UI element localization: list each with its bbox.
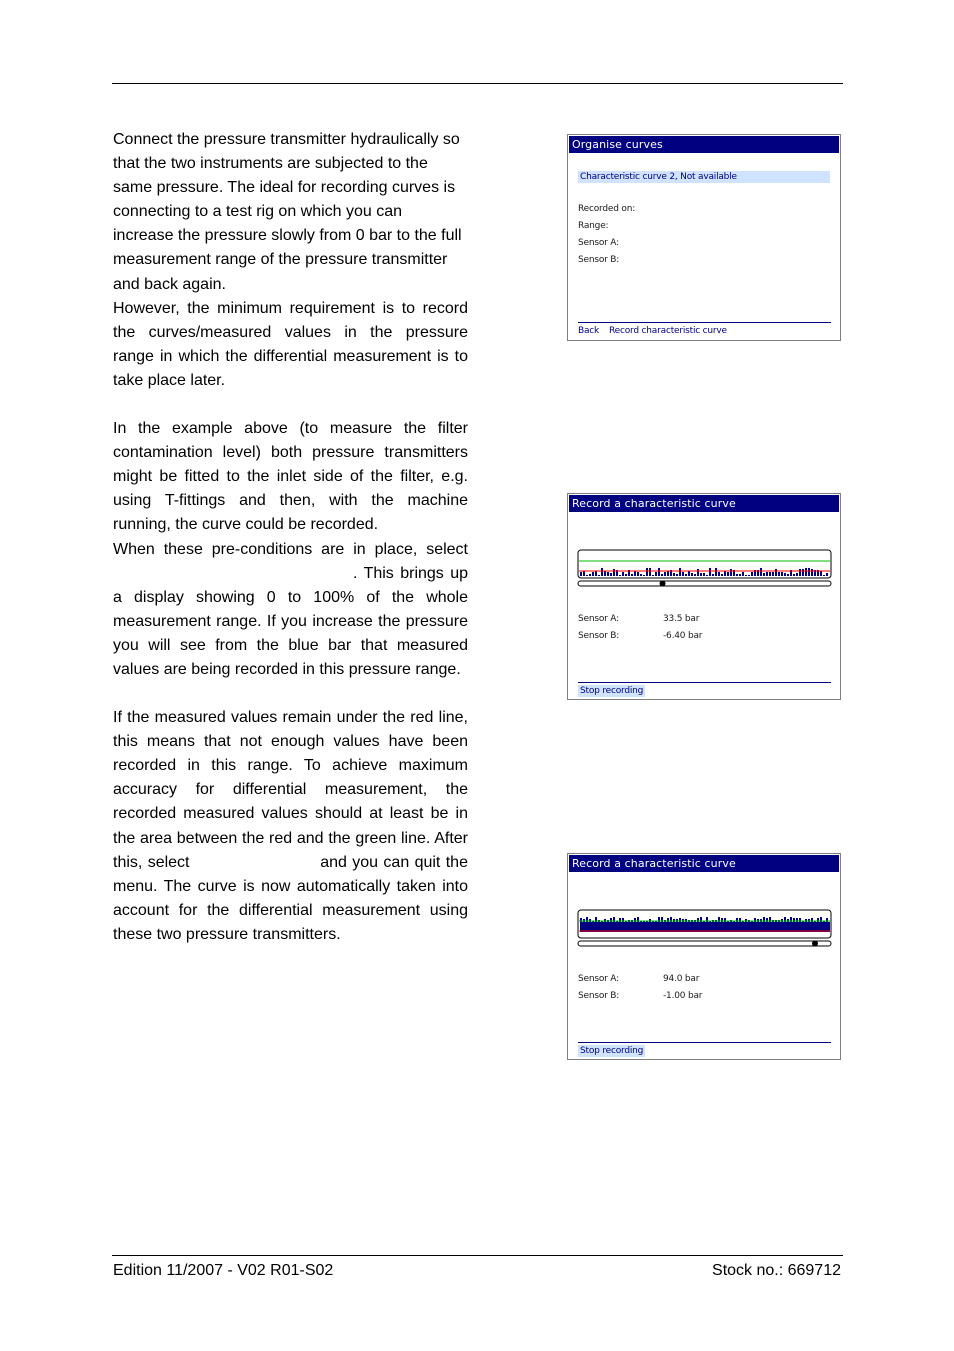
recording-gauge — [577, 909, 833, 949]
recorded-value-bar — [610, 573, 612, 576]
recorded-values — [580, 917, 830, 932]
recorded-value-bar — [601, 568, 603, 576]
recorded-value-bar — [769, 572, 771, 576]
screen-title-bar: Organise curves — [569, 136, 839, 153]
paragraph-5 — [113, 706, 468, 947]
recorded-value-bar — [640, 574, 642, 576]
recorded-value-bar — [589, 574, 591, 576]
recorded-value-bar — [661, 574, 663, 576]
recorded-value-bar — [763, 573, 765, 576]
recorded-values — [580, 568, 828, 576]
recorded-value-bar — [748, 575, 750, 576]
recorded-value-bar — [709, 568, 711, 576]
recorded-on-label: Recorded on: — [578, 204, 636, 214]
sensor-b-value: -6.40 bar — [663, 631, 703, 641]
recorded-value-bar — [637, 572, 639, 576]
paragraph-4-end: . This brings up a display showing 0 to 100% of the whole measurement range. If you increase the pressure you will see from the blue bar that measured values are being recorded in this pressure range. — [113, 564, 468, 678]
recorded-value-bar — [706, 575, 708, 576]
recorded-value-bar — [700, 573, 702, 576]
recorded-value-bar — [760, 568, 762, 576]
stop-recording-button[interactable]: Stop recording — [580, 686, 644, 696]
recorded-value-bar — [805, 568, 807, 576]
recorded-value-bar — [718, 572, 720, 576]
recorded-value-bar — [586, 575, 588, 576]
recorded-value-bar — [691, 573, 693, 576]
range-label: Range: — [578, 221, 609, 231]
recorded-value-bar — [685, 574, 687, 576]
recorded-value-bar — [787, 574, 789, 576]
record-curve-screen-1 — [567, 493, 841, 700]
paragraph-4-start: When these pre-conditions are in place, select — [113, 540, 468, 558]
recorded-value-bar — [604, 571, 606, 576]
recorded-value-bar — [799, 569, 801, 576]
selected-curve-item[interactable]: Characteristic curve 2, Not available — [578, 171, 830, 183]
recorded-value-bar — [784, 573, 786, 576]
paragraph-1: Connect the pressure transmitter hydraulically so that the two instruments are subjected to the same pressure. The ideal for recording curves is connecting to a test rig on which you can increase the pressure slowly from 0 bar to the full measurement range of the pressure transmitter and back again. — [113, 131, 462, 293]
recorded-value-bar — [745, 575, 747, 576]
position-marker — [812, 941, 818, 947]
recorded-value-bar — [667, 571, 669, 576]
sensor-b-label: Sensor B: — [578, 255, 620, 265]
sensor-a-label: Sensor A: — [578, 614, 619, 624]
sensor-b-value: -1.00 bar — [663, 991, 703, 1001]
recorded-value-bar — [793, 574, 795, 576]
recorded-value-bar — [646, 568, 648, 576]
footer-rule — [112, 1255, 843, 1256]
recorded-value-bar — [694, 574, 696, 576]
recorded-value-bar — [778, 572, 780, 576]
recorded-value-bar — [721, 574, 723, 576]
paragraph-2: However, the minimum requirement is to record the curves/measured values in the pressure range in which the differential measurement is to take place later. — [113, 299, 468, 389]
recorded-value-bar — [811, 569, 813, 576]
recorded-value-bar — [658, 568, 660, 576]
recorded-value-bar — [598, 575, 600, 576]
recorded-value-bar — [751, 572, 753, 576]
recorded-value-bar — [583, 571, 585, 576]
body-column — [113, 128, 468, 947]
recorded-value-bar — [826, 573, 828, 576]
menu-separator — [578, 682, 831, 683]
recorded-value-bar — [595, 571, 597, 576]
position-track — [578, 941, 831, 946]
recorded-value-bar — [676, 574, 678, 576]
position-marker — [660, 581, 666, 587]
recorded-value-bar — [652, 575, 654, 576]
recorded-value-bar — [772, 572, 774, 576]
recorded-value-bar — [775, 569, 777, 576]
recorded-value-bar — [592, 572, 594, 576]
menu-separator — [578, 322, 831, 323]
recorded-value-bar — [634, 571, 636, 576]
sensor-b-label: Sensor B: — [578, 991, 620, 1001]
recorded-value-bar — [823, 575, 825, 576]
recorded-value-bar — [808, 568, 810, 576]
recorded-value-bar — [622, 572, 624, 576]
recording-gauge — [577, 549, 833, 589]
spacer — [113, 393, 468, 417]
recorded-value-bar — [679, 568, 681, 576]
recorded-value-bar — [688, 571, 690, 576]
recorded-value-bar — [712, 574, 714, 576]
paragraph-3: In the example above (to measure the filter contamination level) both pressure transmitters might be fitted to the inlet side of the filter, e.g. using T-fittings and then, with the machine running, the curve could be recorded. — [113, 420, 468, 534]
sensor-a-label: Sensor A: — [578, 238, 619, 248]
recorded-value-bar — [727, 572, 729, 576]
paragraph-5-start: If the measured values remain under the red line, this means that not enough values have been recorded in this range. To achieve maximum accuracy for differential measurement, the recorded measured values should at least be in the area between the red and the green line. After this, select — [113, 709, 468, 871]
spacer — [113, 682, 468, 706]
sensor-a-label: Sensor A: — [578, 974, 619, 984]
record-curve-screen-2 — [567, 853, 841, 1060]
recorded-value-bar — [820, 571, 822, 576]
back-menu-item[interactable]: Back — [578, 326, 600, 336]
recorded-value-bar — [613, 569, 615, 576]
header-rule — [112, 83, 843, 84]
recorded-value-bar — [739, 574, 741, 576]
recorded-value-bar — [580, 572, 582, 576]
paragraph-5-end: and you can quit the menu. The curve is now automatically taken into account for the differential measurement using these two pressure transmitters. — [113, 853, 468, 943]
recorded-value-bar — [631, 574, 633, 576]
recorded-value-bar — [781, 572, 783, 576]
recorded-value-bar — [715, 568, 717, 576]
recorded-value-bar — [742, 572, 744, 576]
recorded-value-bar — [655, 572, 657, 576]
stock-number: Stock no.: 669712 — [712, 1262, 841, 1279]
recorded-value-bar — [766, 572, 768, 576]
recorded-value-bar — [802, 569, 804, 576]
position-track — [578, 581, 831, 586]
recorded-value-bar — [607, 572, 609, 576]
recorded-value-bar — [619, 575, 621, 576]
recorded-value-bar — [736, 574, 738, 576]
sensor-a-value: 33.5 bar — [663, 614, 700, 624]
recorded-value-bar — [643, 575, 645, 576]
sensor-b-label: Sensor B: — [578, 631, 620, 641]
screen-title-bar: Record a characteristic curve — [569, 495, 839, 512]
record-curve-menu-item[interactable]: Record characteristic curve — [609, 326, 727, 336]
recorded-value-bar — [664, 572, 666, 576]
organise-curves-screen — [567, 134, 841, 341]
recorded-value-bar — [730, 569, 732, 576]
screen-title-bar: Record a characteristic curve — [569, 855, 839, 872]
recorded-value-bar — [649, 568, 651, 576]
recorded-value-bar — [703, 573, 705, 576]
recorded-value-bar — [673, 573, 675, 576]
recorded-value-bar — [796, 573, 798, 576]
menu-separator — [578, 1042, 831, 1043]
recorded-value-bar — [625, 574, 627, 576]
recorded-value-bar — [697, 569, 699, 576]
stop-recording-button[interactable]: Stop recording — [580, 1046, 644, 1056]
edition-text: Edition 11/2007 - V02 R01-S02 — [113, 1262, 334, 1279]
sensor-a-value: 94.0 bar — [663, 974, 700, 984]
paragraph-4 — [113, 538, 468, 683]
recorded-value-bar — [682, 572, 684, 576]
recorded-value-bar — [724, 571, 726, 576]
